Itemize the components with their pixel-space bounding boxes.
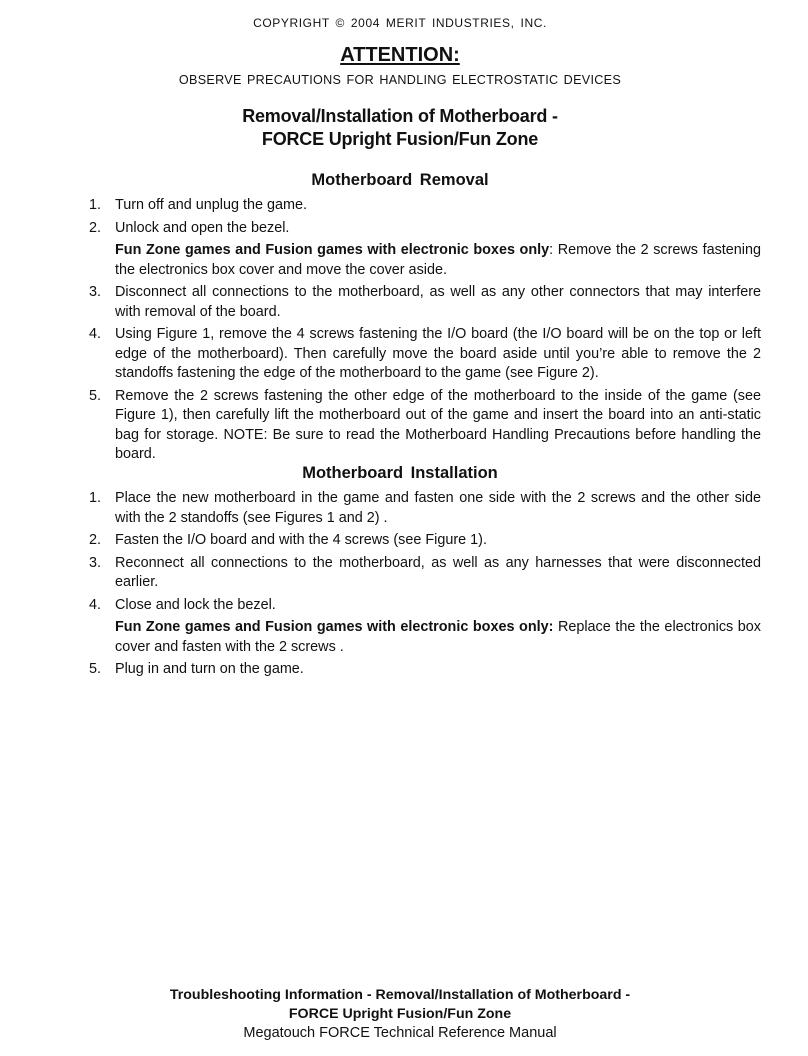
step-number: 1. bbox=[89, 490, 102, 506]
step-number: 4. bbox=[89, 596, 102, 613]
step-note bbox=[115, 241, 761, 280]
step-note-bold: Fun Zone games and Fusion games with electronic boxes only: bbox=[115, 619, 554, 635]
footer-manual-title: Megatouch FORCE Technical Reference Manual bbox=[243, 1025, 557, 1041]
page-title-line2: FORCE Upright Fusion/Fun Zone bbox=[261, 129, 539, 149]
step-text: Close and lock the bezel. bbox=[115, 596, 276, 613]
removal-step bbox=[89, 196, 761, 216]
removal-step bbox=[89, 325, 761, 384]
removal-step bbox=[89, 283, 761, 322]
footer-section-subtitle: FORCE Upright Fusion/Fun Zone bbox=[288, 1006, 512, 1022]
step-text: Turn off and unplug the game. bbox=[115, 197, 308, 213]
installation-step bbox=[89, 554, 761, 593]
step-number: 5. bbox=[89, 661, 102, 677]
step-number: 3. bbox=[89, 554, 102, 571]
footer-section-title: Troubleshooting Information - Removal/Installation of Motherboard - bbox=[169, 987, 631, 1003]
step-number: 1. bbox=[89, 197, 102, 213]
step-text: Plug in and turn on the game. bbox=[115, 661, 304, 677]
step-text: Disconnect all connections to the motherboard, as well as any other connectors that may interfere with removal of the board. bbox=[115, 284, 761, 320]
page-title bbox=[0, 105, 800, 151]
page-title-line1: Removal/Installation of Motherboard - bbox=[242, 106, 558, 126]
step-number: 2. bbox=[89, 219, 102, 236]
removal-steps-list bbox=[89, 196, 761, 468]
step-note-text: Replace the the electronics box cover and fasten with the 2 screws . bbox=[115, 619, 761, 655]
step-note bbox=[115, 618, 761, 657]
installation-step bbox=[89, 660, 761, 680]
step-text: Reconnect all connections to the motherboard, as well as any harnesses that were disconnected earlier. bbox=[115, 554, 761, 590]
step-note-bold: Fun Zone games and Fusion games with electronic boxes only bbox=[115, 242, 550, 258]
installation-step bbox=[89, 489, 761, 528]
copyright-notice: COPYRIGHT © 2004 MERIT INDUSTRIES, INC. bbox=[253, 16, 547, 30]
attention-heading: ATTENTION: bbox=[340, 44, 460, 66]
installation-step bbox=[89, 596, 761, 658]
step-note-text: : Remove the 2 screws fastening the electronics box cover and move the cover aside. bbox=[115, 242, 761, 278]
page-footer bbox=[0, 986, 800, 1043]
removal-step bbox=[89, 387, 761, 465]
step-text: Using Figure 1, remove the 4 screws fastening the I/O board (the I/O board will be on the top or left edge of the motherboard). Then carefully move the board aside until you’re able to remove the 2 standoffs fastening the edge of the motherboard to the game (see Figure 2). bbox=[115, 326, 761, 381]
step-number: 2. bbox=[89, 532, 102, 548]
installation-heading: Motherboard Installation bbox=[302, 464, 498, 482]
esd-precaution-notice: OBSERVE PRECAUTIONS FOR HANDLING ELECTROSTATIC DEVICES bbox=[178, 73, 622, 87]
removal-step bbox=[89, 219, 761, 281]
installation-steps-list bbox=[89, 489, 761, 683]
step-number: 4. bbox=[89, 326, 102, 342]
step-text: Place the new motherboard in the game and fasten one side with the 2 screws and the other side with the 2 standoffs (see Figures 1 and 2) . bbox=[115, 490, 761, 526]
step-number: 3. bbox=[89, 284, 102, 300]
step-text: Fasten the I/O board and with the 4 screws (see Figure 1). bbox=[115, 532, 487, 548]
step-text: Remove the 2 screws fastening the other edge of the motherboard to the inside of the game (see Figure 1), then carefully lift the motherboard out of the game and insert the board into an anti-static bag for storage. NOTE: Be sure to read the Motherboard Handling Precautions before handling the board. bbox=[115, 387, 761, 462]
step-number: 5. bbox=[89, 387, 102, 404]
removal-heading: Motherboard Removal bbox=[311, 171, 489, 189]
installation-step bbox=[89, 531, 761, 551]
step-text: Unlock and open the bezel. bbox=[115, 219, 290, 236]
